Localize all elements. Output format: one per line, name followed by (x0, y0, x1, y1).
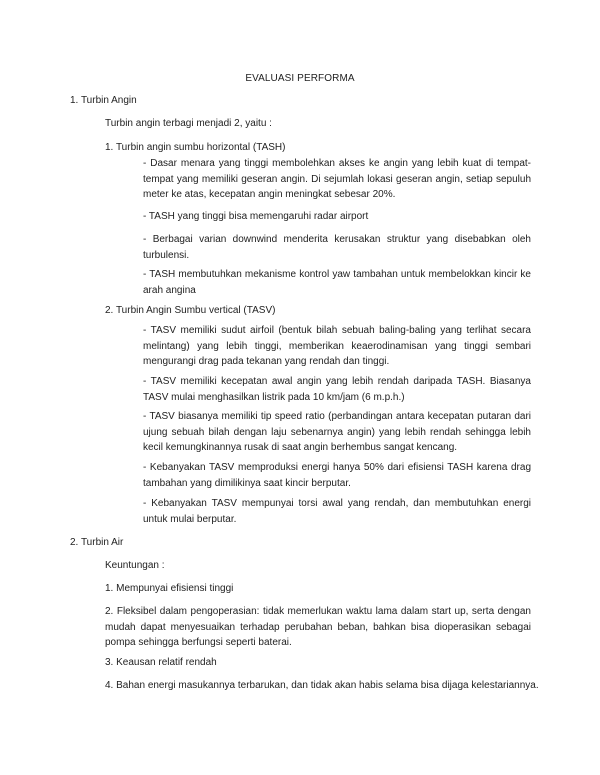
advantage-3: 3. Keausan relatif rendah (105, 657, 217, 668)
tasv-point-2: - TASV memiliki kecepatan awal angin yang lebih rendah daripada TASH. Biasanya TASV mulai menghasilkan listrik pada 10 km/jam (6 m.p.h.) (143, 376, 531, 403)
tasv-point-1: - TASV memiliki sudut airfoil (bentuk bilah sebuah baling-baling yang terlihat secara melintang) yang lebih tinggi, memberikan keaerodinamisan yang tinggi sembari mengurangi drag pada tekanan yang rendah dan tinggi. (143, 325, 531, 367)
tasv-point-3: - TASV biasanya memiliki tip speed ratio (perbandingan antara kecepatan putaran dari ujung sebuah bilah dengan laju sebenarnya angin) yang lebih rendah sehingga lebih kecil kemungkinannya rusak di saat angin berhembus sangat kencang. (143, 411, 531, 453)
tash-point-1: - Dasar menara yang tinggi membolehkan akses ke angin yang lebih kuat di tempat-tempat yang memiliki geseran angin. Di sejumlah lokasi geseran angin, setiap sepuluh meter ke atas, kecepatan angin meningkat sebesar 20%. (143, 158, 531, 200)
section-heading-turbin-air: 2. Turbin Air (70, 537, 124, 548)
tash-point-4: - TASH membutuhkan mekanisme kontrol yaw tambahan untuk membelokkan kincir ke arah angina (143, 269, 531, 296)
document-title: EVALUASI PERFORMA (245, 73, 355, 84)
section-intro: Turbin angin terbagi menjadi 2, yaitu : (105, 118, 272, 129)
advantage-1: 1. Mempunyai efisiensi tinggi (105, 583, 234, 594)
advantage-2: 2. Fleksibel dalam pengoperasian: tidak memerlukan waktu lama dalam start up, serta dengan mudah dapat menyesuaikan terhadap perubahan beban, bahkan bisa dioperasikan sebagai pompa sehingga berfungsi seperti baterai. (105, 606, 531, 648)
subsection-heading-tasv: 2. Turbin Angin Sumbu vertical (TASV) (105, 305, 276, 316)
section-heading-turbin-angin: 1. Turbin Angin (70, 95, 137, 106)
tasv-point-4: - Kebanyakan TASV memproduksi energi hanya 50% dari efisiensi TASH karena drag tambahan yang dimilikinya saat kincir berputar. (143, 462, 531, 489)
subsection-heading-tash: 1. Turbin angin sumbu horizontal (TASH) (105, 142, 286, 153)
keuntungan-label: Keuntungan : (105, 560, 165, 571)
tash-point-2: - TASH yang tinggi bisa memengaruhi radar airport (143, 211, 369, 222)
advantage-4: 4. Bahan energi masukannya terbarukan, dan tidak akan habis selama bisa dijaga kelestariannya. (105, 680, 539, 691)
tash-point-3: - Berbagai varian downwind menderita kerusakan struktur yang disebabkan oleh turbulensi. (143, 234, 531, 261)
tasv-point-5: - Kebanyakan TASV mempunyai torsi awal yang rendah, dan membutuhkan energi untuk mulai berputar. (143, 498, 531, 525)
